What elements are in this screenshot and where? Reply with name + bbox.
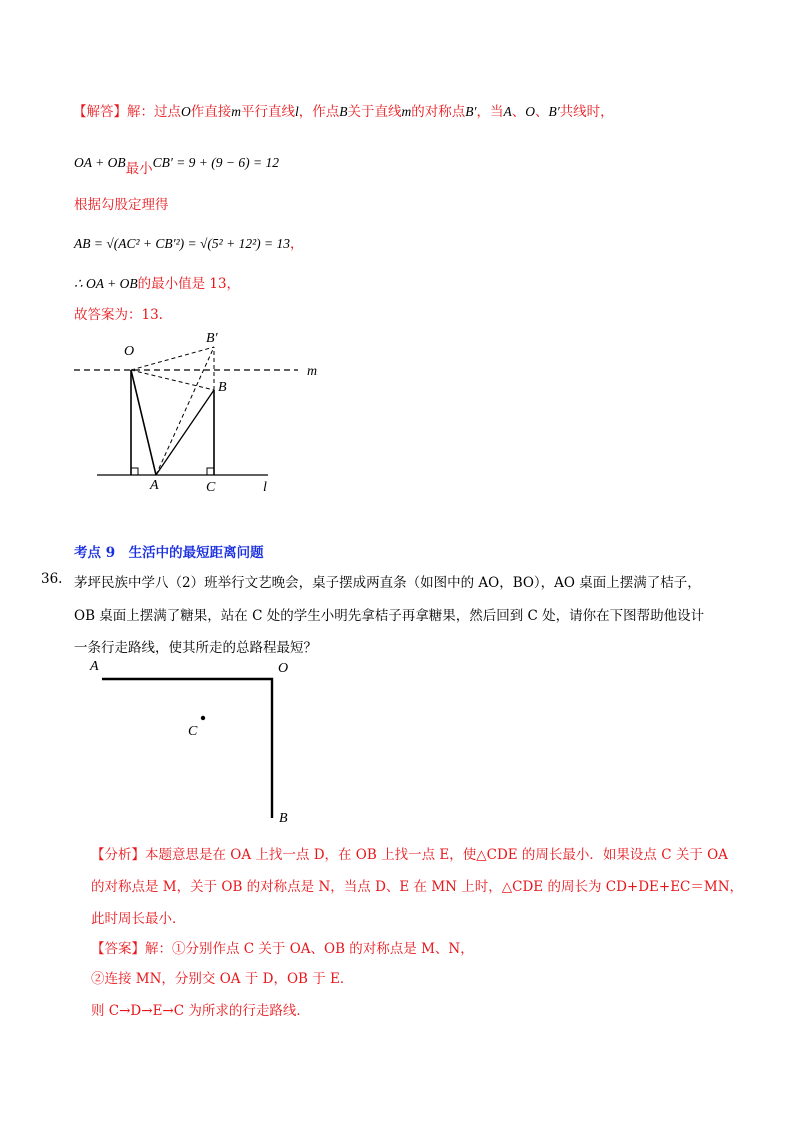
dashed-O-Bprime bbox=[131, 347, 214, 370]
label-O: O bbox=[124, 344, 135, 359]
question-line-2: OB 桌面上摆满了糖果，站在 C 处的学生小明先拿桔子再拿糖果，然后回到 C 处，请你在下图帮助他设计 bbox=[74, 608, 705, 624]
math-seg: ∴ OA + OB bbox=[74, 276, 138, 291]
text-seg: ，作点 bbox=[298, 104, 340, 120]
question-line-1: 茅坪民族中学八（2）班举行文艺晚会，桌子摆成两直条（如图中的 AO，BO），AO 桌面上摆满了桔子， bbox=[74, 575, 701, 591]
segment-A-B bbox=[156, 390, 214, 475]
label-m: m bbox=[307, 364, 318, 379]
math-seg: AB = √(AC² + CB′²) = √(5² + 12²) = 13 bbox=[74, 236, 290, 251]
math-seg: CB′ = 9 + (9 − 6) = 12 bbox=[152, 155, 279, 170]
text-seg: 、 bbox=[511, 104, 526, 120]
answer-bracket-label: 【解答】 bbox=[73, 104, 127, 120]
text-seg: 解：过点 bbox=[127, 104, 181, 120]
point-C bbox=[201, 716, 205, 720]
text-seg: 平行直线 bbox=[241, 104, 295, 120]
label-B-prime: B′ bbox=[206, 331, 218, 346]
math-seg: B′ bbox=[548, 104, 560, 119]
math-seg: l bbox=[295, 104, 299, 119]
text-seg: ， bbox=[290, 236, 304, 252]
analysis-line-1: 【分析】本题意思是在 OA 上找一点 D，在 OB 上找一点 E，使△CDE 的周长最小．如果设点 C 关于 OA bbox=[91, 847, 728, 863]
label-B: B bbox=[218, 380, 227, 395]
text-seg: 共线时， bbox=[559, 104, 614, 120]
answer2-line-1: 【答案】解：①分别作点 C 关于 OA、OB 的对称点是 M、N， bbox=[91, 941, 474, 957]
fig2-label-B: B bbox=[279, 811, 288, 826]
text-seg: 作直接 bbox=[190, 104, 232, 120]
answer-line-3: 根据勾股定理得 bbox=[74, 197, 169, 213]
section-title: 考点 9 生活中的最短距离问题 bbox=[74, 545, 264, 561]
answer-line-6: 故答案为：13. bbox=[74, 307, 163, 323]
segment-O-A bbox=[131, 370, 156, 475]
math-seg: B′ bbox=[465, 104, 477, 119]
fig2-label-C: C bbox=[188, 724, 198, 739]
answer2-line-2: ②连接 MN，分别交 OA 于 D，OB 于 E． bbox=[91, 971, 354, 987]
text-seg: 最小 bbox=[125, 161, 153, 177]
text-seg: 关于直线 bbox=[347, 104, 402, 120]
math-seg: m bbox=[231, 104, 241, 119]
fig2-label-O: O bbox=[278, 661, 289, 676]
math-seg: m bbox=[401, 104, 412, 119]
math-seg: O bbox=[181, 104, 191, 119]
text-seg: 的最小值是 13， bbox=[137, 276, 241, 292]
label-C: C bbox=[206, 480, 216, 495]
math-seg: O bbox=[525, 104, 535, 119]
fig2-label-A: A bbox=[90, 659, 99, 674]
label-l: l bbox=[263, 480, 267, 495]
question-line-3: 一条行走路线，使其所走的总路程最短？ bbox=[74, 640, 317, 656]
question-number: 36. bbox=[41, 571, 63, 587]
right-angle-mark-1 bbox=[131, 468, 138, 475]
math-seg: OA + OB bbox=[74, 155, 126, 170]
text-seg: 、 bbox=[534, 104, 549, 120]
text-seg: 的对称点 bbox=[411, 104, 466, 120]
analysis-line-2: 的对称点是 M，关于 OB 的对称点是 N，当点 D、E 在 MN 上时，△CDE 的周长为 CD+DE+EC＝MN， bbox=[91, 879, 744, 895]
dashed-A-Bprime bbox=[156, 347, 214, 475]
math-seg: A bbox=[503, 104, 512, 119]
text-seg: ，当 bbox=[476, 104, 504, 120]
label-A: A bbox=[150, 478, 159, 493]
analysis-line-3: 此时周长最小． bbox=[91, 911, 186, 927]
math-seg: B bbox=[339, 104, 348, 119]
answer2-line-3: 则 C→D→E→C 为所求的行走路线． bbox=[91, 1003, 310, 1019]
right-angle-mark-2 bbox=[207, 468, 214, 475]
tables-AO-OB bbox=[102, 679, 272, 818]
dashed-O-B bbox=[131, 370, 214, 390]
